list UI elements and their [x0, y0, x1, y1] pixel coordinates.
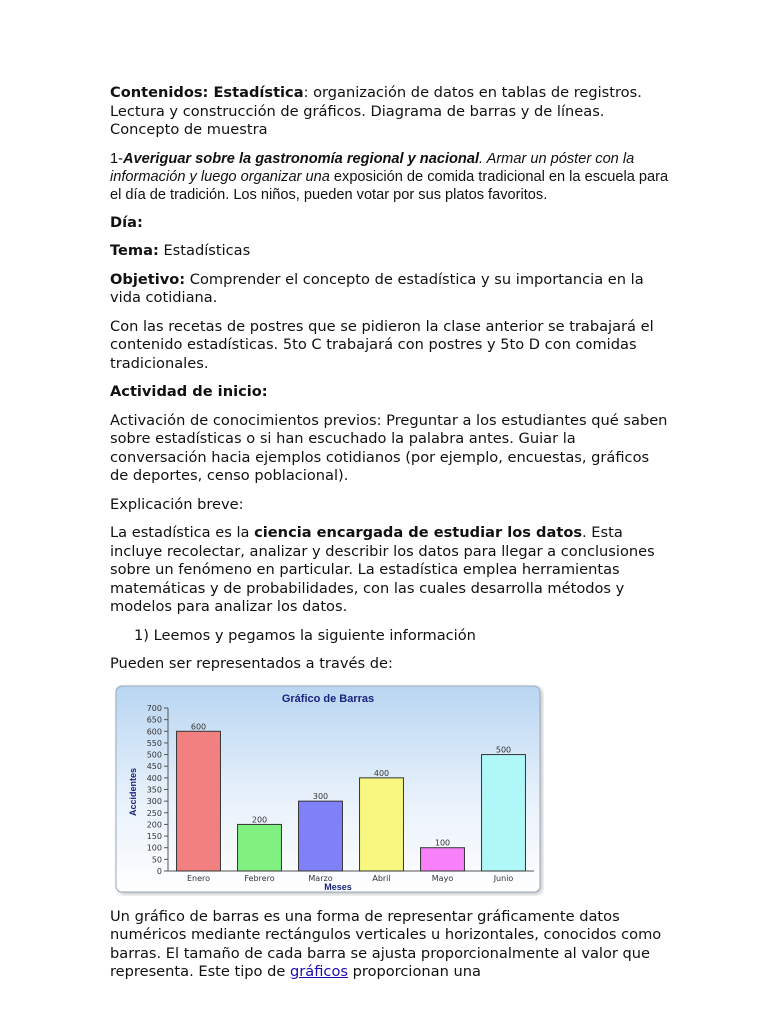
tema-label: Tema: — [110, 242, 159, 259]
objetivo-label: Objetivo: — [110, 270, 186, 288]
bar-value-label: 600 — [190, 721, 207, 731]
y-tick-label: 0 — [156, 866, 162, 876]
contenidos-text: : organización de datos en tablas de registros. Lectura y construcción de gráficos. Diagrama de barras y de líneas. Concepto de muestra — [110, 84, 642, 138]
x-tick-label: Enero — [186, 873, 211, 883]
paragraph-grafico — [110, 908, 670, 982]
definicion-rest: . Esta incluye recolectar, analizar y describir los datos para llegar a conclusiones sobre un fenómeno en particular. La estadística emplea herramientas matemáticas y de probabilidades, con las cuales desarrolla métodos y modelos para analizar los datos. — [110, 524, 655, 615]
x-tick-label: Mayo — [431, 873, 454, 883]
bar — [299, 801, 343, 871]
bar-chart-svg — [114, 684, 544, 896]
bar — [482, 754, 526, 870]
paragraph-activacion: Activación de conocimientos previos: Preguntar a los estudiantes qué saben sobre estadísticas o si han escuchado la palabra antes. Guiar la conversación hacia ejemplos cotidianos (por ejemplo, encuestas, gráficos de deportes, censo poblacional). — [110, 411, 668, 484]
paragraph-dia — [110, 214, 670, 233]
y-tick-label: 250 — [146, 808, 162, 818]
bar-value-label: 200 — [251, 814, 268, 824]
y-tick-label: 200 — [146, 819, 162, 829]
objetivo-value: Comprender el concepto de estadística y su importancia en la vida cotidiana. — [110, 270, 644, 306]
paragraph-pueden: Pueden ser representados a través de: — [110, 655, 393, 672]
bar — [360, 777, 404, 870]
y-tick-label: 700 — [146, 703, 162, 713]
averiguar-rest: exposición de comida tradicional en la escuela para el día de tradición. Los niños, pueden votar por sus platos favoritos. — [110, 168, 669, 203]
x-tick-label: Junio — [493, 873, 514, 883]
paragraph-recetas: Con las recetas de postres que se pidieron la clase anterior se trabajará el contenido estadísticas. 5to C trabajará con postres y 5to D con comidas tradicionales. — [110, 317, 654, 372]
paragraph-explicacion: Explicación breve: — [110, 495, 244, 513]
y-tick-label: 600 — [146, 726, 162, 736]
x-tick-label: Abril — [372, 873, 391, 883]
contenidos-label: Contenidos: Estadística — [110, 84, 304, 101]
x-tick-label: Febrero — [244, 873, 275, 883]
y-tick-label: 450 — [146, 761, 162, 771]
document-page — [110, 84, 670, 992]
averiguar-bold: Averiguar sobre la gastronomía regional y nacional — [122, 150, 480, 167]
chart-title: Gráfico de Barras — [281, 692, 375, 705]
list-item: 1) Leemos y pegamos la siguiente información — [134, 626, 476, 644]
bar-value-label: 300 — [312, 791, 329, 801]
definicion-bold: ciencia encargada de estudiar los datos — [254, 524, 583, 541]
y-tick-label: 400 — [146, 773, 162, 783]
x-axis-label: Meses — [324, 881, 352, 892]
paragraph-tema — [110, 242, 670, 261]
grafico-start: Un gráfico de barras es una forma de representar gráficamente datos numéricos mediante rectángulos verticales u horizontales, conocidos como barras. El tamaño de cada barra se ajusta proporcionalmente al valor que representa. Este tipo de — [110, 907, 662, 980]
bar-value-label: 100 — [434, 838, 451, 848]
paragraph-definicion — [110, 524, 670, 617]
dia-label: Día: — [110, 213, 143, 231]
y-tick-label: 300 — [146, 796, 162, 806]
y-axis-label: Accidentes — [128, 767, 138, 816]
item-number: 1- — [110, 150, 123, 167]
bar — [177, 731, 221, 871]
y-tick-label: 350 — [146, 785, 162, 794]
y-tick-label: 650 — [146, 715, 162, 725]
definicion-start: La estadística es la — [110, 524, 255, 541]
tema-value: Estadísticas — [158, 242, 251, 259]
y-tick-label: 50 — [151, 854, 162, 864]
graficos-link[interactable]: gráficos — [290, 963, 348, 980]
y-tick-label: 500 — [146, 750, 162, 760]
grafico-end: proporcionan una — [347, 963, 481, 980]
paragraph-averiguar — [110, 150, 670, 204]
y-tick-label: 150 — [146, 831, 162, 841]
x-tick-label: Marzo — [308, 873, 333, 883]
bar-value-label: 500 — [495, 745, 512, 755]
bar — [238, 824, 282, 871]
bar — [421, 847, 465, 870]
averiguar-italic: . Armar un póster con la información y luego organizar una — [110, 150, 635, 185]
y-tick-label: 550 — [146, 738, 162, 748]
bar-chart — [114, 684, 544, 896]
paragraph-objetivo — [110, 271, 670, 308]
actividad-label: Actividad de inicio: — [110, 383, 268, 400]
bar-value-label: 400 — [373, 768, 390, 778]
y-tick-label: 100 — [146, 843, 162, 853]
paragraph-actividad — [110, 383, 670, 402]
paragraph-contenidos — [110, 84, 670, 140]
